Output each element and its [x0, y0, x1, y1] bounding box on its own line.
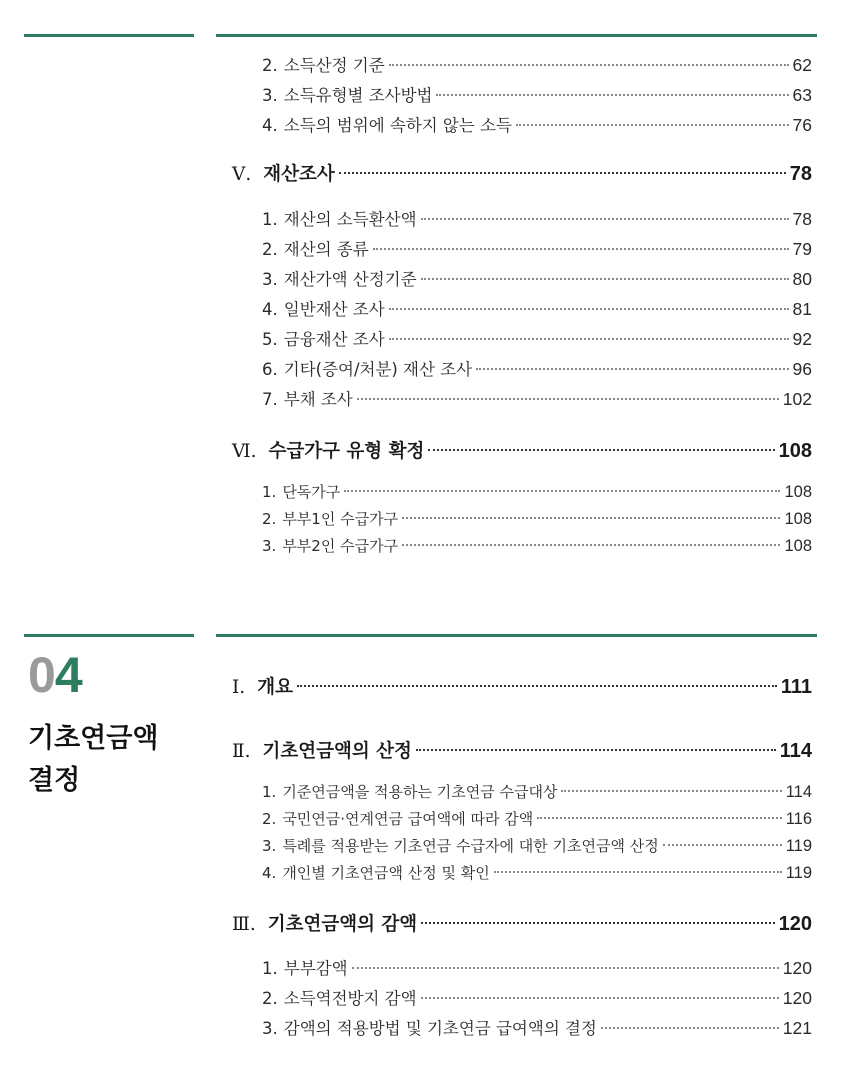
- toc-section-3-items: [232, 955, 812, 1045]
- toc-item[interactable]: 3. 부부2인 수급가구 108: [262, 537, 812, 555]
- toc-item[interactable]: 2. 부부1인 수급가구 108: [262, 510, 812, 528]
- toc-item[interactable]: 6. 기타(증여/처분) 재산 조사 96: [262, 359, 812, 379]
- toc-item[interactable]: 5. 금융재산 조사 92: [262, 329, 812, 349]
- toc-item[interactable]: 3. 특례를 적용받는 기초연금 수급자에 대한 기초연금액 산정 119: [262, 837, 812, 855]
- top-right-rule: [216, 34, 817, 37]
- toc-item[interactable]: 1. 부부감액 120: [262, 958, 812, 978]
- toc-section-heading[interactable]: Ⅱ. 기초연금액의 산정 114: [232, 740, 812, 762]
- toc-section-6-items: [232, 481, 812, 562]
- toc-section-heading[interactable]: Ⅰ. 개요 111: [232, 676, 812, 698]
- top-left-rule: [24, 34, 194, 37]
- toc-section-1: [232, 673, 812, 699]
- toc-item[interactable]: 4. 일반재산 조사 81: [262, 299, 812, 319]
- toc-item[interactable]: 3. 재산가액 산정기준 80: [262, 269, 812, 289]
- toc-item[interactable]: 1. 재산의 소득환산액 78: [262, 209, 812, 229]
- toc-item[interactable]: 4. 소득의 범위에 속하지 않는 소득 76: [262, 115, 812, 135]
- chapter-number: 04: [28, 647, 82, 703]
- toc-item[interactable]: 2. 재산의 종류 79: [262, 239, 812, 259]
- toc-item[interactable]: 2. 소득산정 기준 62: [262, 55, 812, 75]
- toc-section-2: [232, 737, 812, 763]
- toc-section-heading[interactable]: Ⅴ. 재산조사 78: [232, 163, 812, 185]
- toc-section-6: [232, 437, 812, 463]
- toc-section-5: [232, 160, 812, 186]
- toc-section-2-items: [232, 781, 812, 889]
- toc-item[interactable]: 3. 감액의 적용방법 및 기초연금 급여액의 결정 121: [262, 1018, 812, 1038]
- chapter-left-rule: [24, 634, 194, 637]
- toc-part1-items-top: [232, 52, 812, 142]
- toc-item[interactable]: 2. 소득역전방지 감액 120: [262, 988, 812, 1008]
- toc-section-heading[interactable]: Ⅲ. 기초연금액의 감액 120: [232, 913, 812, 935]
- toc-item[interactable]: 7. 부채 조사 102: [262, 389, 812, 409]
- toc-item[interactable]: 1. 기준연금액을 적용하는 기초연금 수급대상 114: [262, 783, 812, 801]
- chapter-title: 기초연금액 결정: [28, 723, 159, 796]
- chapter-right-rule: [216, 634, 817, 637]
- toc-item[interactable]: 1. 단독가구 108: [262, 483, 812, 501]
- toc-section-heading[interactable]: Ⅵ. 수급가구 유형 확정 108: [232, 440, 812, 462]
- toc-section-3: [232, 910, 812, 936]
- toc-item[interactable]: 3. 소득유형별 조사방법 63: [262, 85, 812, 105]
- toc-item[interactable]: 2. 국민연금·연계연금 급여액에 따라 감액 116: [262, 810, 812, 828]
- toc-section-5-items: [232, 206, 812, 416]
- toc-item[interactable]: 4. 개인별 기초연금액 산정 및 확인 119: [262, 864, 812, 882]
